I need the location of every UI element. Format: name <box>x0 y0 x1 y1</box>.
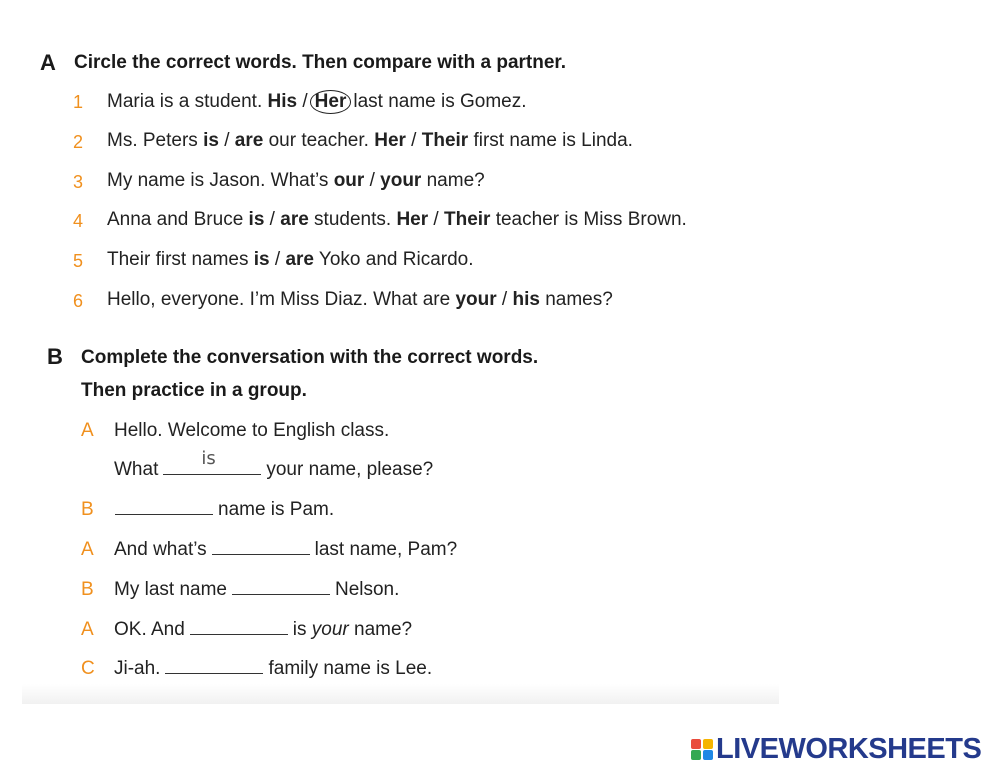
item-text: / <box>218 130 235 151</box>
section-a-letter: A <box>40 50 56 75</box>
answer-blank[interactable] <box>212 540 310 555</box>
item-text: name? <box>421 170 485 191</box>
item-number: 2 <box>73 132 84 152</box>
speaker-label: B <box>81 579 94 600</box>
answer-blank[interactable] <box>190 620 288 635</box>
item-number: 3 <box>73 172 84 192</box>
choice-word[interactable]: Her <box>396 209 429 230</box>
speaker-label: C <box>81 658 95 679</box>
choice-word[interactable]: your <box>455 289 497 310</box>
dialogue-line-3 <box>110 499 334 521</box>
item-text: Hello, everyone. I’m Miss Diaz. What are <box>107 289 456 310</box>
dialogue-text: family name is Lee. <box>268 658 433 679</box>
dialogue-text: What <box>114 459 159 480</box>
choice-word[interactable]: His <box>267 91 298 112</box>
item-text: Anna and Bruce <box>107 209 249 230</box>
choice-word[interactable]: are <box>234 130 264 151</box>
item-text: / <box>297 91 308 112</box>
choice-word[interactable]: our <box>333 170 365 191</box>
item-text: / <box>496 289 513 310</box>
choice-word[interactable]: Their <box>443 209 491 230</box>
choice-word[interactable]: is <box>203 130 219 151</box>
speaker-label: A <box>81 619 94 640</box>
dialogue-text: your name, please? <box>266 459 434 480</box>
section-a-title: Circle the correct words. Then compare with a partner. <box>74 52 567 73</box>
item-text: students. <box>308 209 397 230</box>
dialogue-text: And what’s <box>114 539 207 560</box>
page-bottom-shadow <box>22 684 779 704</box>
choice-word[interactable]: Her <box>374 130 406 151</box>
choice-word[interactable]: your <box>380 170 422 191</box>
item-number: 6 <box>73 291 84 311</box>
item-text: Yoko and Ricardo. <box>314 249 474 270</box>
choice-word[interactable]: Their <box>421 130 469 151</box>
exercise-a-item-3 <box>107 170 485 192</box>
answer-blank[interactable] <box>165 659 263 674</box>
dialogue-text: is <box>292 619 312 640</box>
choice-word[interactable]: his <box>512 289 540 310</box>
dialogue-line-2 <box>114 448 434 481</box>
dialogue-text: name is Pam. <box>218 499 335 520</box>
item-text: / <box>405 130 422 151</box>
section-b-title: Complete the conversation with the correct words. <box>81 347 539 368</box>
item-text: / <box>428 209 444 230</box>
dialogue-text: OK. And <box>114 619 185 640</box>
item-text: / <box>364 170 381 191</box>
speaker-label: A <box>81 539 94 560</box>
answer-blank[interactable] <box>115 500 213 515</box>
brand-name: LIVEWORKSHEETS <box>716 733 982 765</box>
dialogue-line-4 <box>114 539 457 561</box>
choice-word[interactable]: are <box>280 209 309 230</box>
choice-word[interactable]: is <box>253 249 270 270</box>
section-b-subtitle: Then practice in a group. <box>81 380 307 401</box>
dialogue-emphasis: your <box>311 619 349 640</box>
answer-blank[interactable] <box>163 448 261 475</box>
liveworksheets-logo[interactable] <box>691 733 981 766</box>
speaker-label: B <box>81 499 94 520</box>
dialogue-text: name? <box>348 619 413 640</box>
item-text: names? <box>539 289 613 310</box>
circled-choice-word[interactable]: Her <box>310 90 352 114</box>
dialogue-line-6 <box>114 619 412 641</box>
choice-word[interactable]: are <box>285 249 314 270</box>
speaker-label: A <box>81 420 94 441</box>
exercise-a-item-5 <box>107 249 474 271</box>
item-text: first name is Linda. <box>468 130 633 151</box>
dialogue-text: last name, Pam? <box>314 539 458 560</box>
liveworksheets-logo-icon <box>691 739 713 761</box>
dialogue-line-5 <box>114 579 399 601</box>
item-text: our teacher. <box>263 130 375 151</box>
dialogue-text: Nelson. <box>334 579 400 600</box>
choice-word[interactable]: is <box>248 209 265 230</box>
filled-answer: is <box>201 448 216 469</box>
dialogue-text: Ji-ah. <box>114 658 161 679</box>
answer-blank[interactable] <box>232 580 330 595</box>
item-number: 4 <box>73 211 84 231</box>
item-text: last name is Gomez. <box>353 91 527 112</box>
dialogue-line-7 <box>114 658 432 680</box>
section-b-letter: B <box>47 344 63 369</box>
exercise-a-item-2 <box>107 130 633 152</box>
dialogue-line-1 <box>114 420 389 442</box>
item-number: 5 <box>73 251 84 271</box>
exercise-a-item-6 <box>107 289 613 311</box>
item-text: My name is Jason. What’s <box>107 170 334 191</box>
dialogue-text: My last name <box>114 579 227 600</box>
exercise-a-item-1 <box>107 90 527 114</box>
item-text: / <box>264 209 281 230</box>
exercise-a-item-4 <box>107 209 687 231</box>
dialogue-text: Hello. Welcome to English class. <box>114 420 390 441</box>
item-text: Ms. Peters <box>107 130 204 151</box>
item-number: 1 <box>73 92 84 112</box>
item-text: Their first names <box>107 249 254 270</box>
item-text: Maria is a student. <box>107 91 268 112</box>
item-text: / <box>269 249 286 270</box>
item-text: teacher is Miss Brown. <box>490 209 687 230</box>
